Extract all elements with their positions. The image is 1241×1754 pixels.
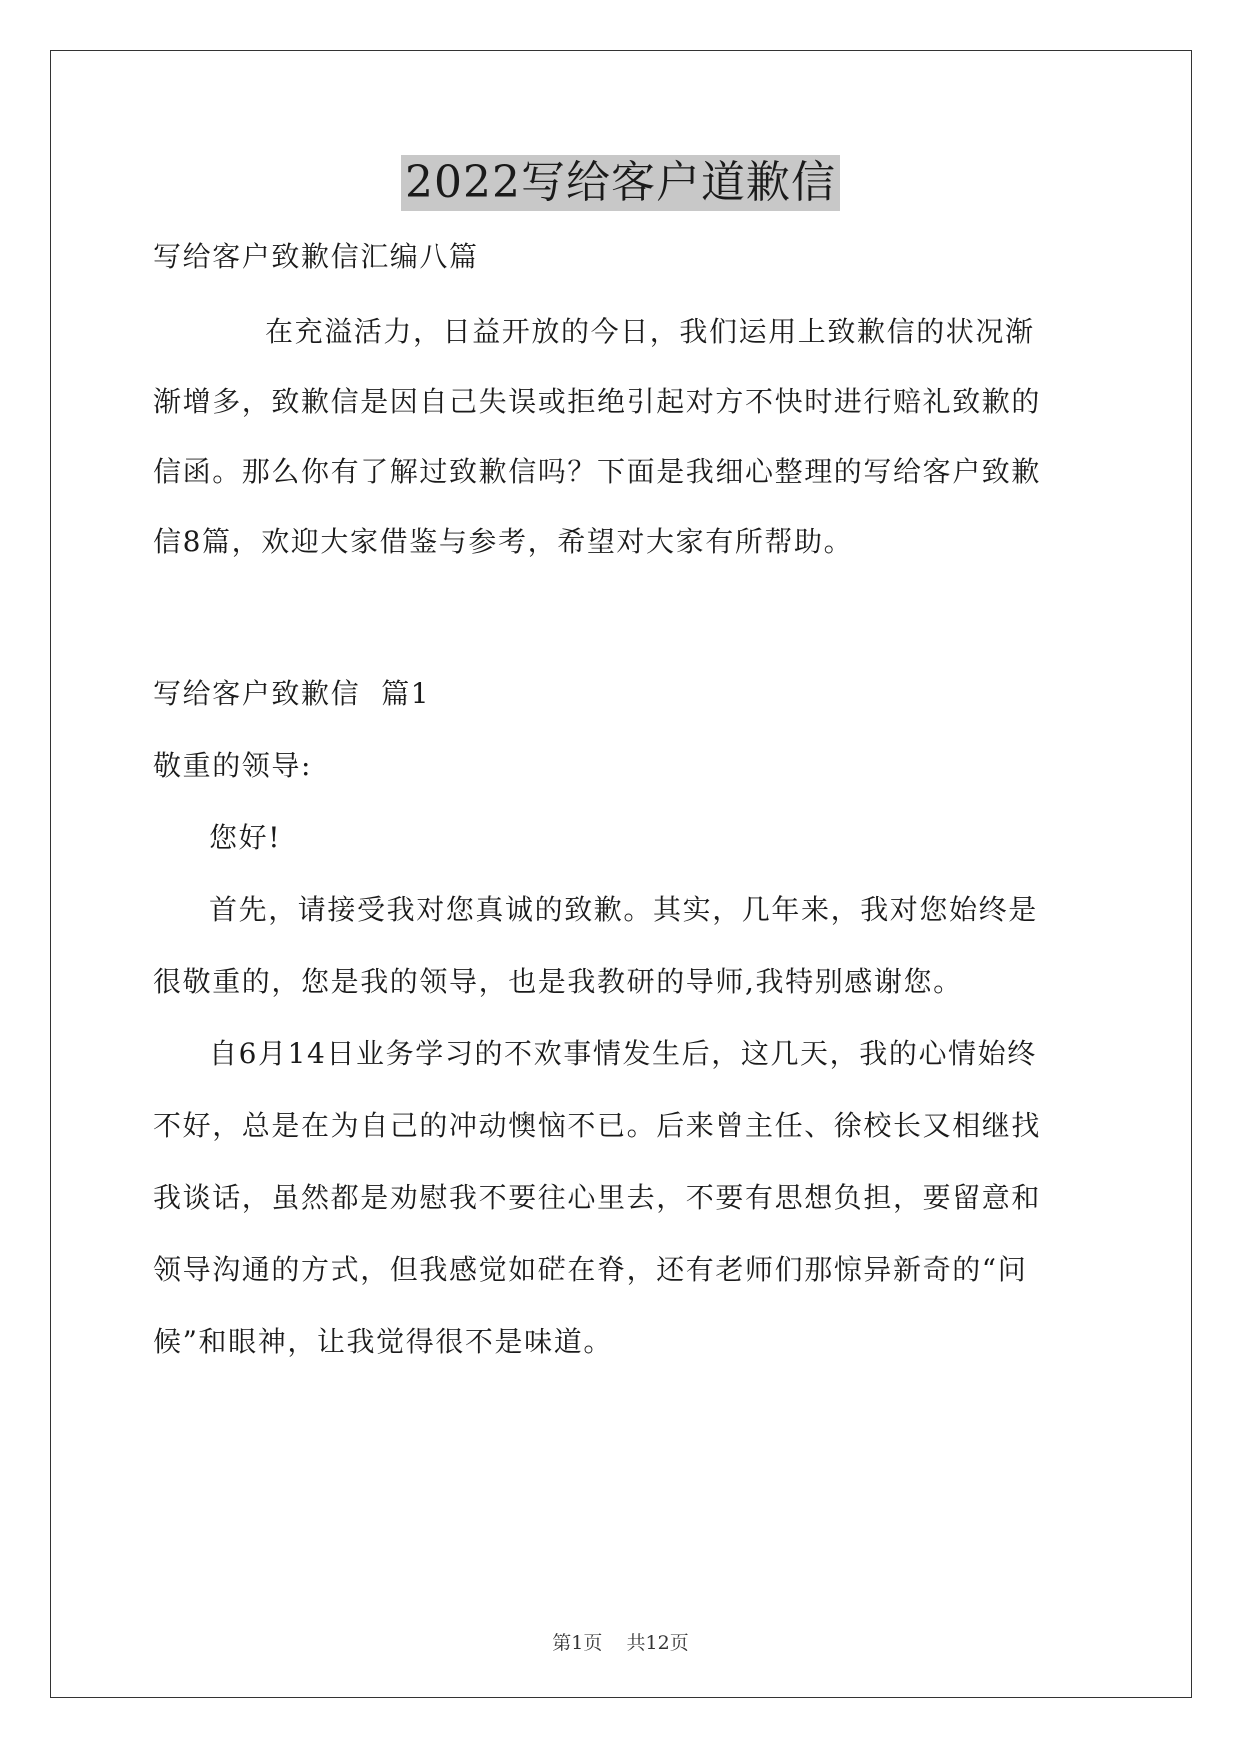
paragraph-line: 不好，总是在为自己的冲动懊恼不已。后来曾主任、徐校长又相继找 <box>153 1109 1042 1142</box>
paragraph-line: 我谈话，虽然都是劝慰我不要往心里去，不要有思想负担，要留意和 <box>153 1181 1042 1214</box>
subtitle-text: 写给客户致歉信汇编八篇 <box>153 240 479 273</box>
page-number: 第1页 共12页 <box>552 1632 689 1654</box>
paragraph-2-cont <box>153 1178 1093 1218</box>
intro-paragraph <box>153 312 1093 352</box>
paragraph-line: 首先，请接受我对您真诚的致歉。其实，几年来，我对您始终是 <box>209 893 1038 926</box>
paragraph-2-cont <box>153 1322 1093 1362</box>
paragraph-line: 候”和眼神，让我觉得很不是味道。 <box>153 1325 613 1358</box>
intro-line: 在充溢活力，日益开放的今日，我们运用上致歉信的状况渐 <box>265 315 1035 348</box>
intro-paragraph-cont <box>153 452 1093 492</box>
paragraph-2 <box>153 1034 1093 1074</box>
section-heading-text: 写给客户致歉信 篇1 <box>153 677 431 710</box>
intro-paragraph-cont <box>153 382 1093 422</box>
intro-line: 渐增多，致歉信是因自己失误或拒绝引起对方不快时进行赔礼致歉的 <box>153 385 1042 418</box>
salutation <box>153 746 1093 786</box>
paragraph-line: 自6月14日业务学习的不欢事情发生后，这几天，我的心情始终 <box>209 1037 1037 1070</box>
section-heading <box>153 674 1093 714</box>
title-container <box>0 155 1241 211</box>
paragraph-2-cont <box>153 1250 1093 1290</box>
page-border <box>50 50 1192 1698</box>
subtitle <box>153 237 1093 277</box>
salutation-text: 敬重的领导: <box>153 749 313 782</box>
paragraph-2-cont <box>153 1106 1093 1146</box>
paragraph-1-cont <box>153 962 1093 1002</box>
page-title: 2022写给客户道歉信 <box>401 155 840 211</box>
greeting <box>153 818 1093 858</box>
paragraph-line: 领导沟通的方式，但我感觉如硭在脊，还有老师们那惊异新奇的“问 <box>153 1253 1028 1286</box>
paragraph-line: 很敬重的，您是我的领导，也是我教研的导师,我特别感谢您。 <box>153 965 963 998</box>
paragraph-1 <box>153 890 1093 930</box>
intro-paragraph-cont <box>153 522 1093 562</box>
intro-line: 信函。那么你有了解过致歉信吗？下面是我细心整理的写给客户致歉 <box>153 455 1042 488</box>
intro-line: 信8篇，欢迎大家借鉴与参考，希望对大家有所帮助。 <box>153 525 854 558</box>
page-footer <box>0 1628 1241 1655</box>
greeting-text: 您好! <box>209 821 282 854</box>
